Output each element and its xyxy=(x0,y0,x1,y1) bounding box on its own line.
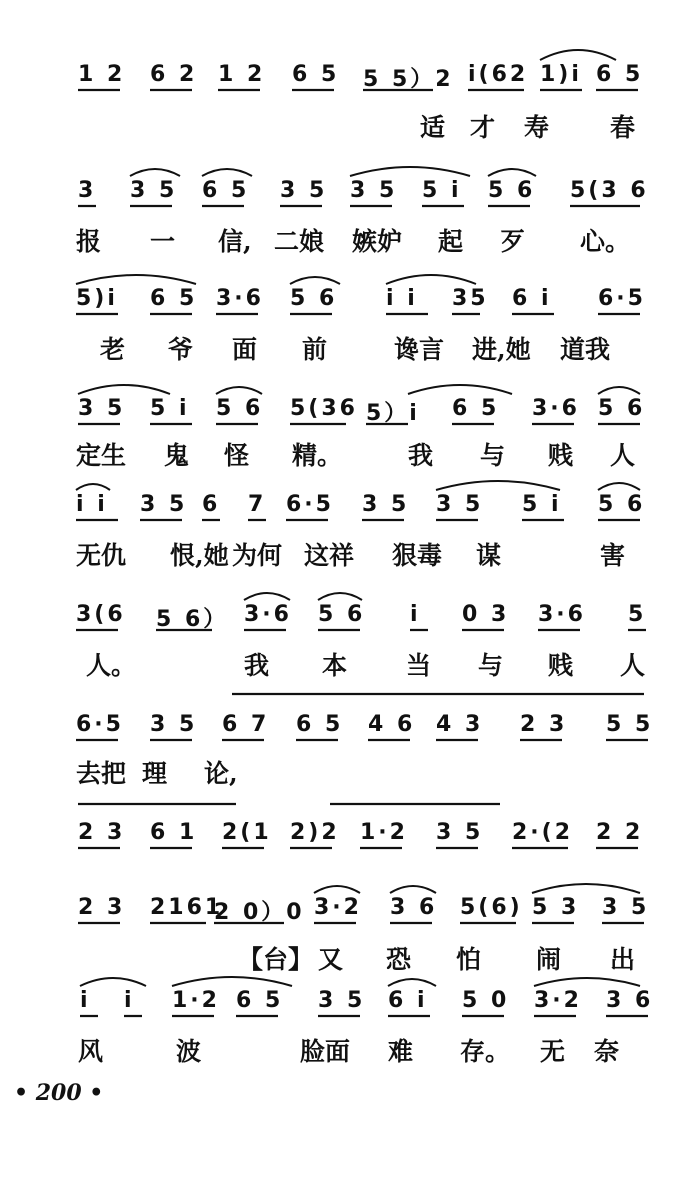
lyric-text: 适 xyxy=(420,113,446,142)
lyric-text: 人。 xyxy=(86,651,137,680)
note-group: 5(36 xyxy=(290,396,358,421)
note-group: 6 5 xyxy=(236,988,284,1013)
note-group: 5 5）2 xyxy=(363,67,454,92)
slur-arc xyxy=(78,385,170,394)
lyric-text: 与 xyxy=(480,441,506,470)
note-group: 5 i xyxy=(150,396,190,421)
note-group: 5）i xyxy=(366,401,420,426)
slur-arc xyxy=(290,277,340,284)
note-group: 5(6) xyxy=(460,895,523,920)
slur-arc xyxy=(534,978,640,986)
note-group: 1 2 xyxy=(78,62,126,87)
note-group: 6 5 xyxy=(452,396,500,421)
note-group: 3 xyxy=(78,178,97,203)
note-group: 5 6 xyxy=(598,492,646,517)
note-group: i i xyxy=(386,286,418,311)
note-group: 2 2 xyxy=(596,820,644,845)
lyric-text: 一 xyxy=(150,227,176,256)
note-group: 6·5 xyxy=(286,492,334,517)
note-group: 5 i xyxy=(422,178,462,203)
lyric-text: 存。 xyxy=(460,1037,511,1066)
lyric-text: 才 xyxy=(470,113,496,142)
note-group: 6 5 xyxy=(296,712,344,737)
lyric-text: 这祥 xyxy=(304,541,355,570)
note-group: 6 i xyxy=(512,286,552,311)
lyric-text: 无 xyxy=(540,1037,566,1066)
slur-arc xyxy=(76,484,110,490)
note-group: 6 xyxy=(202,492,221,517)
slur-arc xyxy=(244,593,290,600)
note-group: 1·2 xyxy=(360,820,408,845)
lyric-text: 狠毒 xyxy=(392,541,443,570)
note-group: 5 6） xyxy=(156,607,229,632)
note-group: 2 3 xyxy=(520,712,568,737)
note-group: 3 5 xyxy=(130,178,178,203)
note-group: 3 6 xyxy=(390,895,438,920)
lyric-text: 春 xyxy=(610,113,636,142)
slur-arc xyxy=(172,977,292,986)
note-group: i i xyxy=(76,492,108,517)
lyric-text: 【台】 xyxy=(238,945,314,974)
lyric-text: 理 xyxy=(142,759,168,788)
lyric-text: 二娘 xyxy=(274,227,325,256)
lyric-text: 当 xyxy=(406,651,432,680)
note-group: 3 5 xyxy=(436,492,484,517)
lyric-text: 为何 xyxy=(232,541,283,570)
note-group: 3 5 xyxy=(436,820,484,845)
lyric-text: 闹 xyxy=(536,945,562,974)
note-group: 5(3 6 xyxy=(570,178,649,203)
note-group: 6 i xyxy=(388,988,428,1013)
lyric-text: 嫉妒 xyxy=(352,227,403,256)
note-group: 3 5 xyxy=(350,178,398,203)
slur-arc xyxy=(386,275,476,284)
lyric-text: 奈 xyxy=(594,1037,620,1066)
note-group: 6 5 xyxy=(292,62,340,87)
lyric-text: 出 xyxy=(610,945,636,974)
lyric-text: 去把 xyxy=(76,759,127,788)
note-group: 6 5 xyxy=(202,178,250,203)
note-group: 6 1 xyxy=(150,820,198,845)
lyric-text: 风 xyxy=(78,1037,104,1066)
note-group: 5 xyxy=(628,602,647,627)
lyric-text: 定生 xyxy=(76,441,127,470)
lyric-text: 恨,她 xyxy=(170,541,229,570)
lyric-text: 怕 xyxy=(456,945,482,974)
note-group: 3 5 xyxy=(78,396,126,421)
slur-arc xyxy=(314,886,360,893)
lyric-text: 精。 xyxy=(292,441,343,470)
note-group: 3·6 xyxy=(216,286,264,311)
lyric-text: 老 xyxy=(100,335,126,364)
lyric-text: 报 xyxy=(76,227,102,256)
lyric-text: 与 xyxy=(478,651,504,680)
note-group: 3·6 xyxy=(538,602,586,627)
lyric-text: 我 xyxy=(244,651,270,680)
lyric-text: 面 xyxy=(232,335,258,364)
note-group: i xyxy=(410,602,421,627)
note-group: 2)2 xyxy=(290,820,340,845)
note-group: 6·5 xyxy=(76,712,124,737)
slur-arc xyxy=(76,275,196,284)
note-group: 2·(2 xyxy=(512,820,574,845)
lyric-text: 害 xyxy=(600,541,626,570)
lyric-text: 贱 xyxy=(548,441,574,470)
page-number: • 200 • xyxy=(14,1080,104,1106)
note-group: 3 5 xyxy=(150,712,198,737)
lyric-text: 怪 xyxy=(224,441,250,470)
lyric-text: 我 xyxy=(408,441,434,470)
lyric-text: 人 xyxy=(620,651,646,680)
lyric-text: 起 xyxy=(438,227,464,256)
lyric-text: 又 xyxy=(318,945,344,974)
note-group: i xyxy=(80,988,91,1013)
note-group: 5)i xyxy=(76,286,118,311)
note-group: 7 xyxy=(248,492,267,517)
note-group: 3(6 xyxy=(76,602,126,627)
note-group: 3 5 xyxy=(318,988,366,1013)
note-group: 2 3 xyxy=(78,820,126,845)
note-group: 1·2 xyxy=(172,988,220,1013)
note-group: 5 i xyxy=(522,492,562,517)
lyric-text: 人 xyxy=(610,441,636,470)
note-group: 3·2 xyxy=(314,895,362,920)
slur-arc xyxy=(388,979,436,986)
lyric-text: 心。 xyxy=(580,227,631,256)
slur-arc xyxy=(216,387,262,394)
note-group: 3·6 xyxy=(244,602,292,627)
lyric-text: 无仇 xyxy=(76,541,127,570)
slur-arc xyxy=(436,481,560,490)
note-group: 3 5 xyxy=(602,895,650,920)
slur-arc xyxy=(532,884,640,893)
note-group: 5 5 xyxy=(606,712,654,737)
lyric-text: 论, xyxy=(204,759,238,788)
note-group: 2161 xyxy=(150,895,224,920)
note-group: 5 3 xyxy=(532,895,580,920)
lyric-text: 难 xyxy=(388,1037,414,1066)
slur-arc xyxy=(390,886,436,893)
note-group: 4 3 xyxy=(436,712,484,737)
lyric-text: 道我 xyxy=(560,335,611,364)
note-group: 2 0）0 xyxy=(214,900,305,925)
note-group: 5 6 xyxy=(216,396,264,421)
note-group: 3 6 xyxy=(606,988,654,1013)
note-group: 5 6 xyxy=(318,602,366,627)
lyric-text: 波 xyxy=(176,1037,202,1066)
slur-arc xyxy=(80,978,146,986)
lyric-text: 贱 xyxy=(548,651,574,680)
slur-arc xyxy=(350,167,470,176)
note-group: 6 2 xyxy=(150,62,198,87)
lyric-text: 进,她 xyxy=(472,335,531,364)
note-group: i(62 xyxy=(468,62,529,87)
lyric-text: 谋 xyxy=(476,541,502,570)
lyric-text: 本 xyxy=(322,651,348,680)
note-group: 5 6 xyxy=(488,178,536,203)
slur-arc xyxy=(540,50,616,60)
lyric-text: 鬼 xyxy=(164,441,190,470)
note-group: 35 xyxy=(452,286,489,311)
lyric-text: 谗言 xyxy=(394,335,445,364)
note-group: 4 6 xyxy=(368,712,416,737)
slur-arc xyxy=(202,169,252,176)
note-group: 5 6 xyxy=(290,286,338,311)
note-group: 6 5 xyxy=(596,62,644,87)
note-group: 3·2 xyxy=(534,988,582,1013)
note-group: 6 7 xyxy=(222,712,270,737)
note-group: 3 5 xyxy=(280,178,328,203)
note-group: 5 6 xyxy=(598,396,646,421)
slur-arc xyxy=(598,483,640,490)
slur-arc xyxy=(488,169,536,176)
note-group: 3 5 xyxy=(140,492,188,517)
slur-arc xyxy=(318,593,362,600)
note-group: i xyxy=(124,988,135,1013)
lyric-text: 寿 xyxy=(524,113,550,142)
note-group: 3·6 xyxy=(532,396,580,421)
lyric-text: 歹 xyxy=(500,227,526,256)
note-group: 1 2 xyxy=(218,62,266,87)
lyric-text: 脸面 xyxy=(300,1037,351,1066)
note-group: 6 5 xyxy=(150,286,198,311)
note-group: 2 3 xyxy=(78,895,126,920)
note-group: 2(1 xyxy=(222,820,272,845)
lyric-text: 爷 xyxy=(168,335,194,364)
note-group: 3 5 xyxy=(362,492,410,517)
slur-arc xyxy=(408,385,512,394)
note-group: 6·5 xyxy=(598,286,646,311)
slur-arc xyxy=(598,387,640,394)
note-group: 1)i xyxy=(540,62,582,87)
lyric-text: 前 xyxy=(302,335,328,364)
lyric-text: 恐 xyxy=(386,945,412,974)
lyric-text: 信, xyxy=(218,227,252,256)
note-group: 5 0 xyxy=(462,988,510,1013)
slur-arc xyxy=(130,169,180,176)
note-group: 0 3 xyxy=(462,602,510,627)
